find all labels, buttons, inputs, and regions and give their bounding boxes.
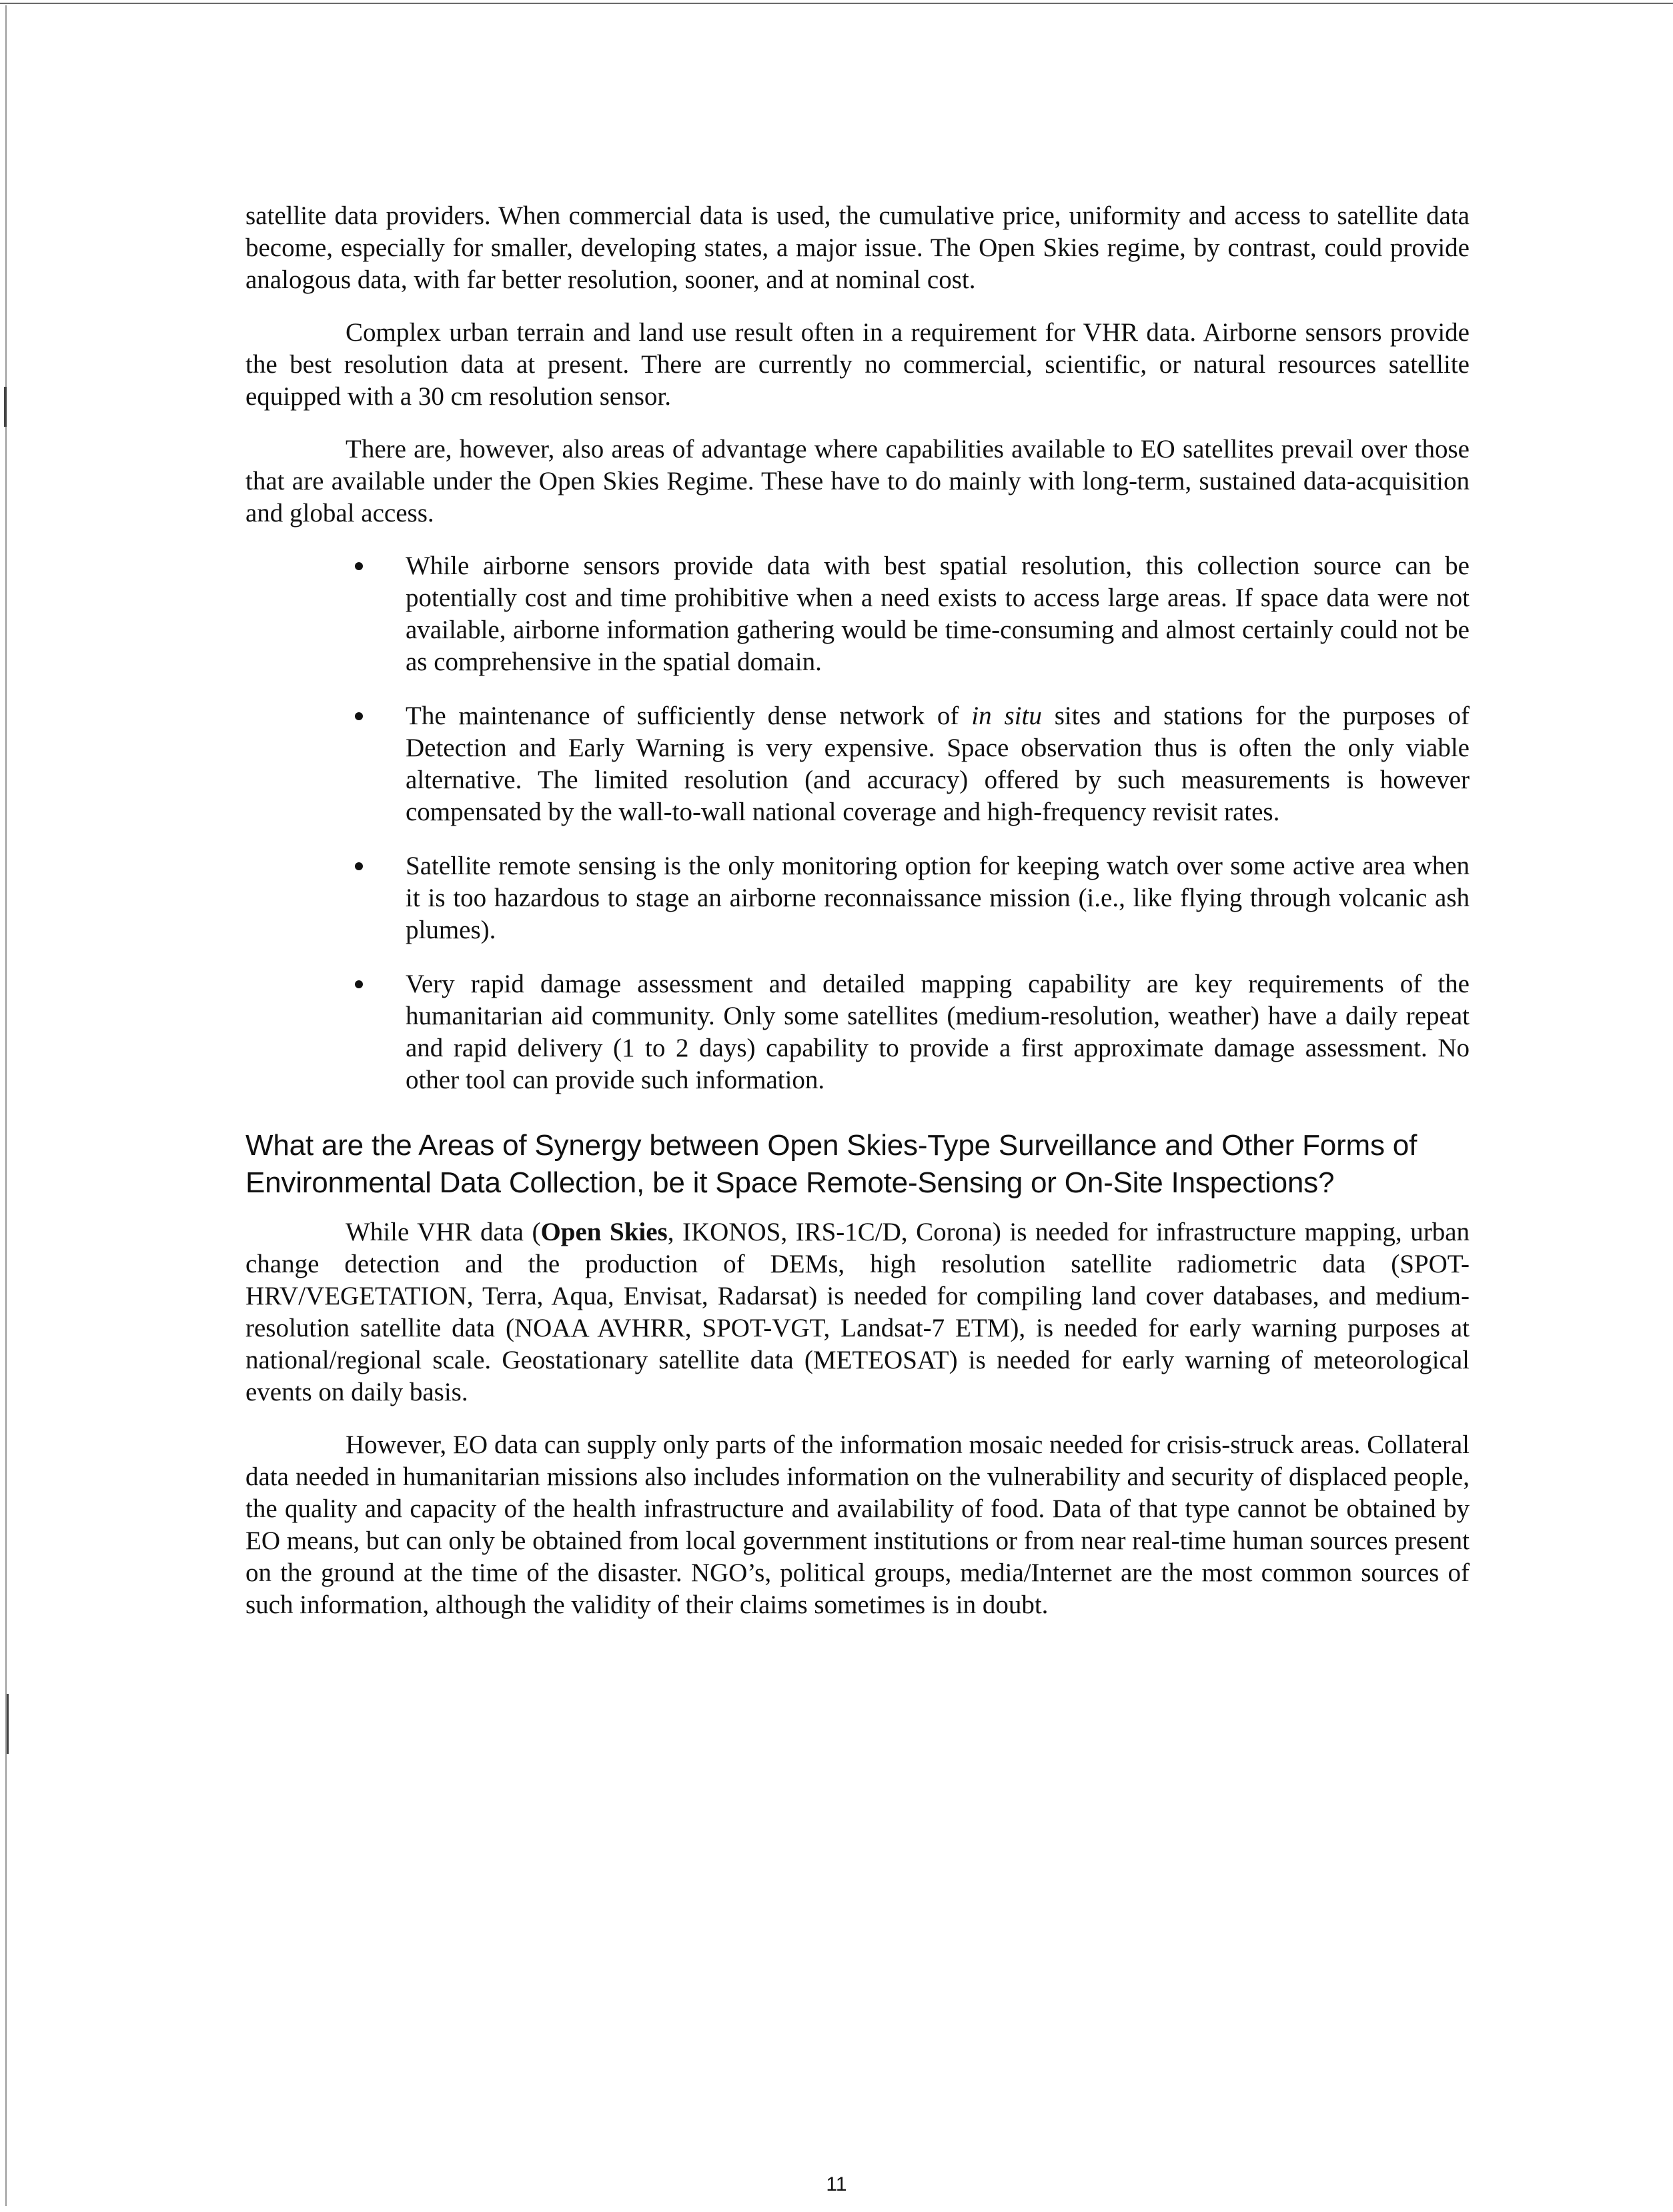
bullet-icon [355,980,363,988]
bullet-italic-term: in situ [971,702,1042,730]
page-number: 11 [826,2173,847,2195]
paragraph [245,1216,1470,1408]
bullet-icon [355,712,363,720]
bullet-item [406,968,1470,1096]
bullet-item [406,550,1470,678]
paragraph: However, EO data can supply only parts of the information mosaic needed for crisis-struck areas. Collateral data needed in humanitarian missions also includes information on the vulnerability and security of displaced people, the quality and capacity of the health infrastructure and availability of food. Data of that type cannot be obtained by EO means, but can only be obtained from local government institutions or from near real-time human sources present on the ground at the time of the disaster. NGO’s, political groups, media/Internet are the most common sources of such information, although the validity of their claims sometimes is in doubt. [245,1430,1470,1619]
bullet-text: The maintenance of sufficiently dense network of [406,702,972,730]
bullet-icon [355,862,363,870]
page-body [245,200,1470,1642]
scan-mark [7,1694,9,1754]
bullet-item [406,850,1470,946]
bullet-list [245,550,1470,1096]
paragraph: There are, however, also areas of advantage where capabilities available to EO satellites prevail over those that are available under the Open Skies Regime. These have to do mainly with long-term, sustained data-acquisition and global access. [245,435,1470,527]
scan-mark [4,387,7,427]
bullet-icon [355,562,363,570]
bullet-text: While airborne sensors provide data with best spatial resolution, this collection source can be potentially cost and time prohibitive when a need exists to access large areas. If space data were not available, airborne information gathering would be time-consuming and almost certainly could not be as comprehensive in the spatial domain. [406,551,1470,676]
scan-top-edge [0,3,1673,4]
paragraph-text: , IKONOS, IRS-1C/D, Corona) is needed for infrastructure mapping, urban change detection and the production of DEMs, high resolution satellite radiometric data (SPOT-HRV/VEGETATION, Terra, Aqua, Envisat, Radarsat) is needed for compiling land cover databases, and medium-resolution satellite data (NOAA AVHRR, SPOT-VGT, Landsat-7 ETM), is needed for early warning purposes at national/regional scale. Geostationary satellite data (METEOSAT) is needed for early warning of meteorological events on daily basis. [245,1218,1470,1406]
bullet-item [406,700,1470,828]
paragraph-text: While VHR data ( [346,1218,541,1246]
bullet-text: Very rapid damage assessment and detailed mapping capability are key requirements of the humanitarian aid community. Only some satellites (medium-resolution, weather) have a daily repeat and rapid delivery (1 to 2 days) capability to provide a first approximate damage assessment. No other tool can provide such information. [406,970,1470,1094]
bullet-text: sites and stations for the purposes of Detection and Early Warning is very expensive. Space observation thus is often the only viable alternative. The limited resolution (and accuracy) offered by such measurements is however compensated by the wall-to-wall national coverage and high-frequency revisit rates. [406,702,1470,826]
scan-left-edge [5,5,7,2206]
section-heading: What are the Areas of Synergy between Open Skies-Type Surveillance and Other Forms of Environmental Data Collection, be it Space Remote-Sensing or On-Site Inspections? [245,1129,1418,1199]
paragraph: satellite data providers. When commercial data is used, the cumulative price, uniformity and access to satellite data become, especially for smaller, developing states, a major issue. The Open Skies regime, by contrast, could provide analogous data, with far better resolution, sooner, and at nominal cost. [245,201,1470,294]
paragraph: Complex urban terrain and land use result often in a requirement for VHR data. Airborne sensors provide the best resolution data at present. There are currently no commercial, scientific, or natural resources satellite equipped with a 30 cm resolution sensor. [245,318,1470,411]
bullet-text: Satellite remote sensing is the only monitoring option for keeping watch over some active area when it is too hazardous to stage an airborne reconnaissance mission (i.e., like flying through volcanic ash plumes). [406,852,1470,944]
bold-term: Open Skies [540,1218,668,1246]
